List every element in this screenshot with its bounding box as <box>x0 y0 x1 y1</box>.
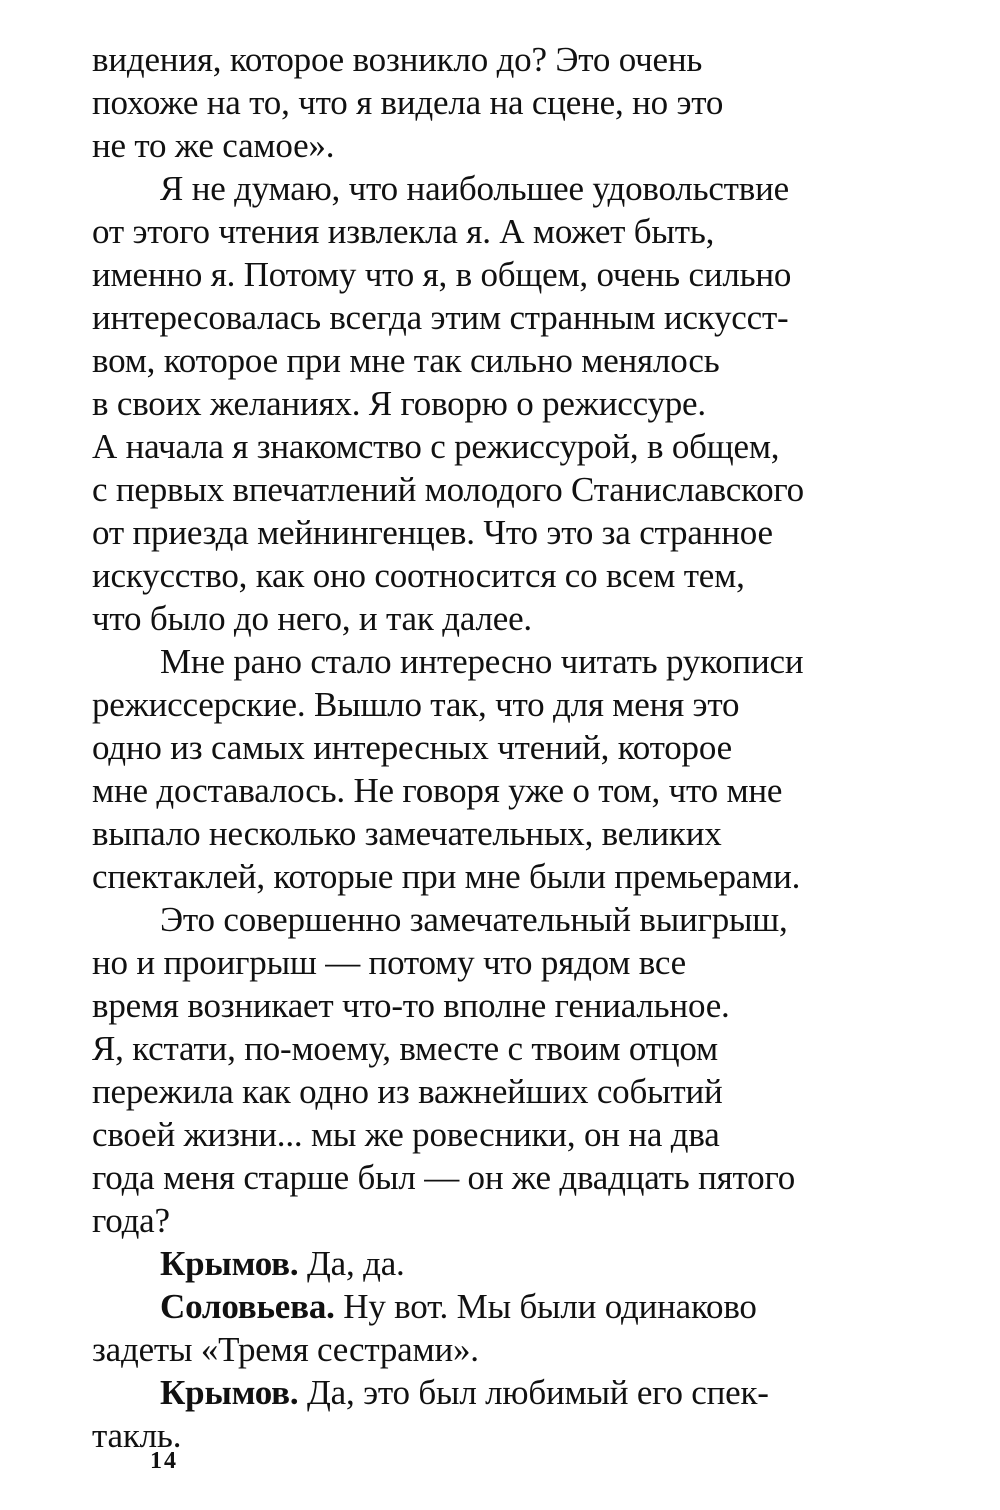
page-number: 14 <box>150 1448 178 1474</box>
text-line: от приезда мейнингенцев. Что это за странное <box>92 513 773 552</box>
text-line: Мне рано стало интересно читать рукописи <box>160 642 804 681</box>
text-line: пережила как одно из важнейших событий <box>92 1072 723 1111</box>
text-line: Я, кстати, по-моему, вместе с твоим отцом <box>92 1029 718 1068</box>
text-line: вом, которое при мне так сильно менялось <box>92 341 720 380</box>
text-line: время возникает что-то вполне гениальное. <box>92 986 730 1025</box>
dialogue-text: Ну вот. Мы были одинаково <box>334 1287 757 1326</box>
speaker-name: Крымов. <box>160 1373 299 1412</box>
dialogue-line <box>92 1242 932 1285</box>
text-line: режиссерские. Вышло так, что для меня это <box>92 685 740 724</box>
text-line: похоже на то, что я видела на сцене, но это <box>92 83 724 122</box>
text-line: в своих желаниях. Я говорю о режиссуре. <box>92 384 706 423</box>
text-line: именно я. Потому что я, в общем, очень сильно <box>92 255 792 294</box>
text-line: что было до него, и так далее. <box>92 599 532 638</box>
text-line: видения, которое возникло до? Это очень <box>92 40 703 79</box>
text-line: мне доставалось. Не говоря уже о том, что мне <box>92 771 783 810</box>
text-line: года меня старше был — он же двадцать пятого <box>92 1158 796 1197</box>
text-line: интересовалась всегда этим странным искусст- <box>92 298 789 337</box>
text-line: своей жизни... мы же ровесники, он на два <box>92 1115 720 1154</box>
dialogue-continuation: задеты «Тремя сестрами». <box>92 1330 479 1369</box>
speaker-name: Соловьева. <box>160 1287 335 1326</box>
text-line: А начала я знакомство с режиссурой, в общем, <box>92 427 780 466</box>
text-line: Это совершенно замечательный выигрыш, <box>160 900 788 939</box>
text-line: Я не думаю, что наибольшее удовольствие <box>160 169 789 208</box>
text-line: спектаклей, которые при мне были премьерами. <box>92 857 801 896</box>
dialogue-text: Да, это был любимый его спек- <box>298 1373 769 1412</box>
dialogue-line <box>92 1285 932 1328</box>
speaker-name: Крымов. <box>160 1244 299 1283</box>
text-line: от этого чтения извлекла я. А может быть, <box>92 212 715 251</box>
text-line: одно из самых интересных чтений, которое <box>92 728 732 767</box>
text-line: но и проигрыш — потому что рядом все <box>92 943 687 982</box>
text-line: с первых впечатлений молодого Станиславского <box>92 470 804 509</box>
text-line: искусство, как оно соотносится со всем тем, <box>92 556 745 595</box>
dialogue-continuation: такль. <box>92 1416 182 1455</box>
text-line: года? <box>92 1201 170 1240</box>
page-text <box>92 38 932 1457</box>
dialogue-line <box>92 1371 932 1414</box>
text-line: выпало несколько замечательных, великих <box>92 814 722 853</box>
dialogue-text: Да, да. <box>298 1244 405 1283</box>
text-line: не то же самое». <box>92 126 335 165</box>
